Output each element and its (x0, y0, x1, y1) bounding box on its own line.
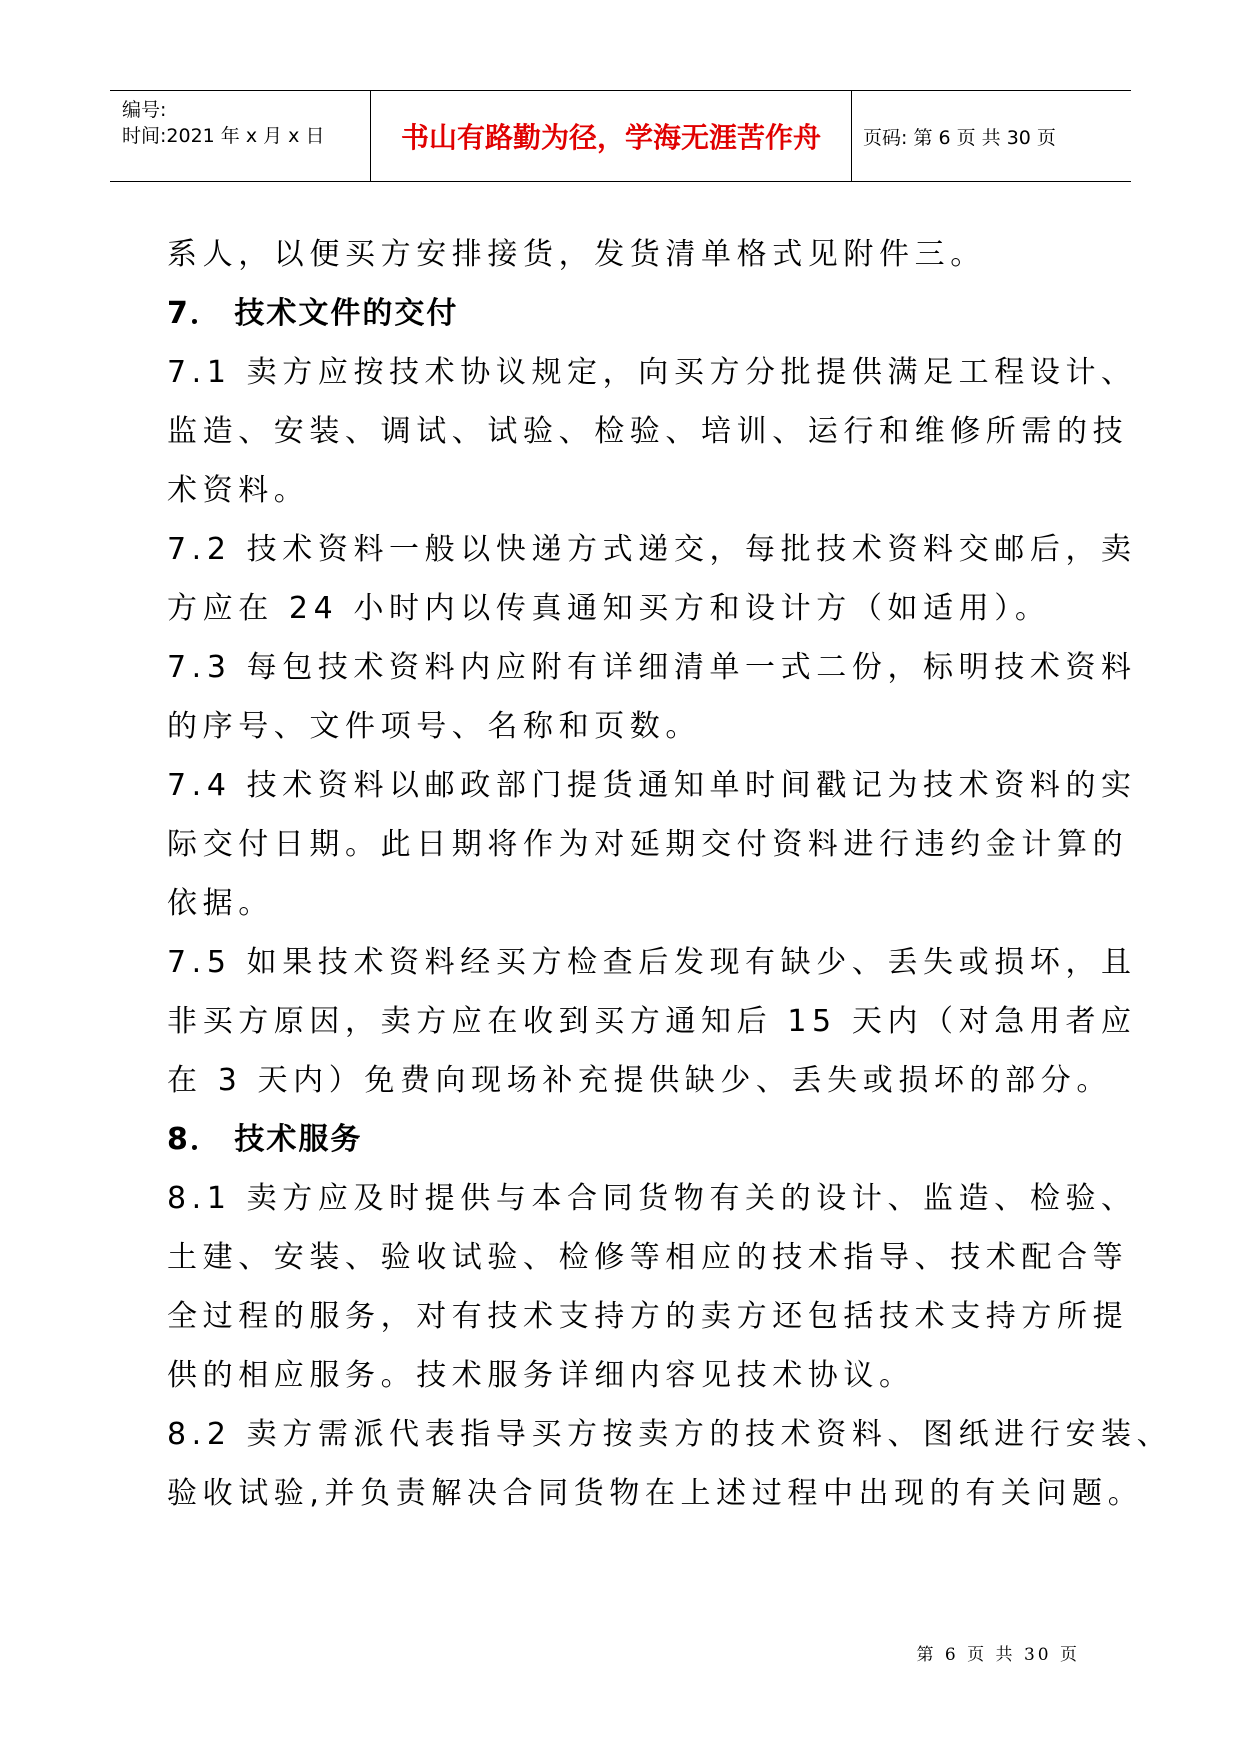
body-line: 8.1 卖方应及时提供与本合同货物有关的设计、监造、检验、 (167, 1181, 1137, 1216)
body-line: 在 3 天内）免费向现场补充提供缺少、丢失或损坏的部分。 (167, 1063, 1112, 1098)
header-middle-cell (370, 91, 852, 181)
body-line: 7.1 卖方应按技术协议规定，向买方分批提供满足工程设计、 (167, 355, 1137, 390)
document-number-label: 编号: (122, 99, 167, 121)
body-line: 7.4 技术资料以邮政部门提货通知单时间戳记为技术资料的实 (167, 768, 1137, 803)
page-footer: 第 6 页 共 30 页 (916, 1645, 1080, 1665)
body-line: 方应在 24 小时内以传真通知买方和设计方（如适用）。 (167, 591, 1051, 626)
body-line: 供的相应服务。技术服务详细内容见技术协议。 (167, 1358, 915, 1393)
document-body (167, 225, 1173, 1523)
header-page-info: 页码: 第 6 页 共 30 页 (863, 126, 1056, 149)
header-right-cell (851, 91, 1131, 181)
body-line: 非买方原因，卖方应在收到买方通知后 15 天内（对急用者应 (167, 1004, 1137, 1039)
body-line: 7.5 如果技术资料经买方检查后发现有缺少、丢失或损坏，且 (167, 945, 1137, 980)
body-line: 术资料。 (167, 473, 310, 508)
body-line: 监造、安装、调试、试验、检验、培训、运行和维修所需的技 (167, 414, 1129, 449)
section-heading-8: 8． 技术服务 (167, 1122, 363, 1157)
header-left-cell (110, 91, 370, 181)
body-line: 7.2 技术资料一般以快递方式递交，每批技术资料交邮后，卖 (167, 532, 1137, 567)
body-line: 验收试验,并负责解决合同货物在上述过程中出现的有关问题。 (167, 1476, 1144, 1511)
body-line: 土建、安装、验收试验、检修等相应的技术指导、技术配合等 (167, 1240, 1129, 1275)
header-motto: 书山有路勤为径，学海无涯苦作舟 (400, 121, 821, 154)
section-heading-7: 7． 技术文件的交付 (167, 296, 459, 331)
body-line: 际交付日期。此日期将作为对延期交付资料进行违约金计算的 (167, 827, 1129, 862)
body-line: 依据。 (167, 886, 274, 921)
document-time-label: 时间:2021 年 x 月 x 日 (122, 125, 325, 147)
page-header (110, 90, 1131, 182)
body-line: 系人，以便买方安排接货，发货清单格式见附件三。 (167, 237, 986, 272)
body-line: 全过程的服务，对有技术支持方的卖方还包括技术支持方所提 (167, 1299, 1129, 1334)
body-line: 7.3 每包技术资料内应附有详细清单一式二份，标明技术资料 (167, 650, 1137, 685)
body-line: 8.2 卖方需派代表指导买方按卖方的技术资料、图纸进行安装、 (167, 1417, 1173, 1452)
body-line: 的序号、文件项号、名称和页数。 (167, 709, 701, 744)
